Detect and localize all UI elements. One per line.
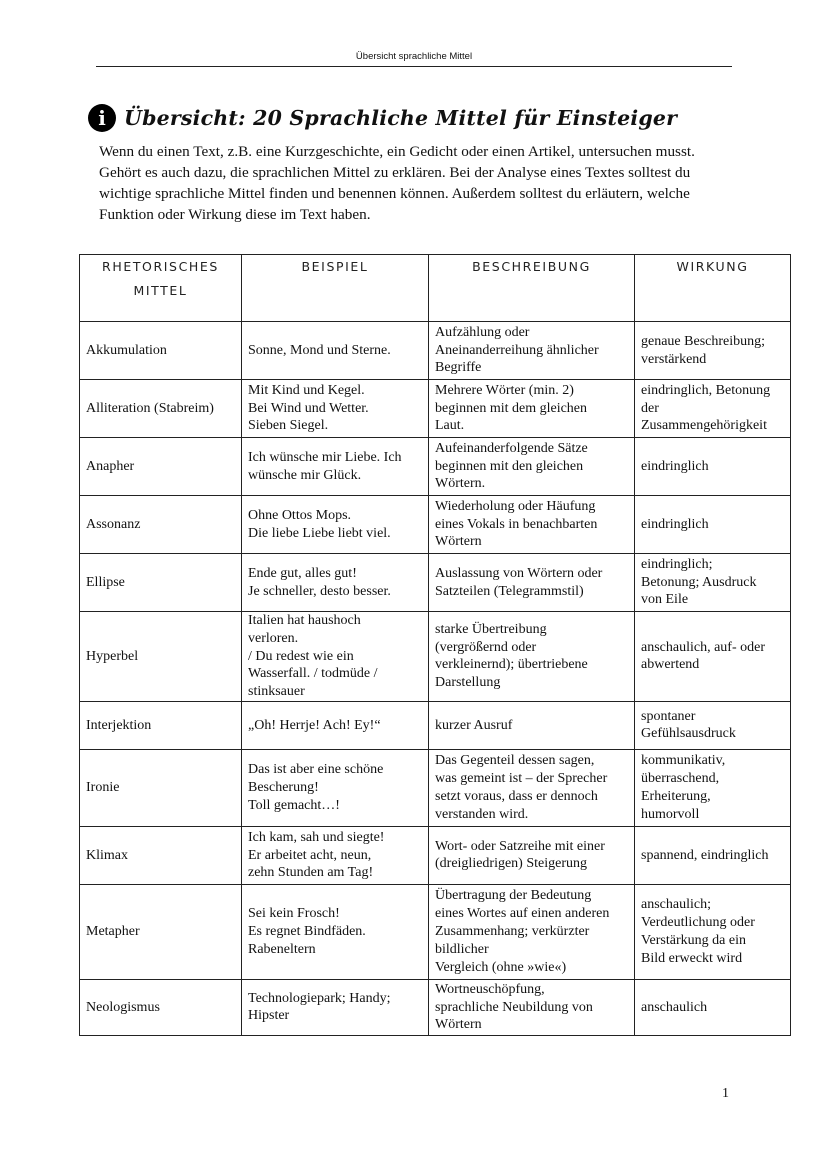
cell-effect-line: Bild erweckt wird [641, 950, 743, 966]
cell-description-line: Vergleich (ohne »wie«) [435, 959, 567, 975]
cell-example-line: Die liebe Liebe liebt viel. [248, 525, 391, 541]
cell-description [429, 701, 635, 749]
cell-example-line: Ohne Ottos Mops. [248, 507, 352, 523]
cell-description-line: eines Vokals in benachbarten [435, 516, 598, 532]
cell-example [242, 554, 429, 612]
cell-example-line: verloren. [248, 630, 299, 646]
cell-description [429, 322, 635, 380]
cell-description-line: bildlicher [435, 941, 489, 957]
cell-description-line: Darstellung [435, 675, 501, 691]
cell-description [429, 826, 635, 884]
cell-example-line: Technologiepark; Handy; [248, 990, 391, 1006]
term-note: (Stabreim) [150, 400, 214, 416]
cell-term [80, 496, 242, 554]
cell-effect-line: verstärkend [641, 351, 707, 367]
cell-description-line: setzt voraus, dass er dennoch [435, 788, 598, 804]
cell-description [429, 884, 635, 979]
cell-description-line: Satzteilen (Telegrammstil) [435, 583, 584, 599]
term-name: Hyperbel [86, 648, 139, 664]
cell-effect-line: anschaulich, auf- oder [641, 639, 765, 655]
cell-description-line: Zusammenhang; verkürzter [435, 924, 590, 940]
page-title: Übersicht: 20 Sprachliche Mittel für Einsteiger [124, 106, 678, 130]
cell-description-line: Wörtern [435, 534, 482, 550]
cell-effect-line: Verstärkung da ein [641, 932, 746, 948]
cell-example-line: stinksauer [248, 684, 305, 700]
header-example: BEISPIEL [242, 255, 429, 322]
cell-effect-line: Verdeutlichung oder [641, 915, 755, 931]
cell-effect-line: anschaulich; [641, 897, 711, 913]
cell-description-line: was gemeint ist – der Sprecher [435, 771, 608, 787]
header-rhetorical-device: RHETORISCHES MITTEL [80, 255, 242, 322]
title-row [88, 104, 677, 132]
cell-term [80, 979, 242, 1035]
cell-term [80, 701, 242, 749]
cell-description-line: Auslassung von Wörtern oder [435, 565, 603, 581]
cell-effect-line: anschaulich [641, 999, 708, 1015]
cell-description-line: Aufzählung oder [435, 324, 530, 340]
cell-effect [635, 701, 791, 749]
cell-example [242, 438, 429, 496]
running-header: Übersicht sprachliche Mittel [96, 50, 732, 67]
cell-example [242, 826, 429, 884]
cell-term [80, 749, 242, 826]
cell-effect-line: Zusammengehörigkeit [641, 418, 767, 434]
cell-description-line: Laut. [435, 418, 465, 434]
term-name: Akkumulation [86, 342, 167, 358]
cell-description-line: Aufeinanderfolgende Sätze [435, 440, 588, 456]
cell-term [80, 612, 242, 702]
term-name: Klimax [86, 847, 128, 863]
cell-example [242, 701, 429, 749]
cell-effect-line: eindringlich [641, 516, 709, 532]
cell-description-line: Wörtern. [435, 476, 486, 492]
cell-effect-line: eindringlich, Betonung [641, 382, 771, 398]
cell-example-line: Wasserfall. / todmüde / [248, 666, 378, 682]
cell-example-line: „Oh! Herrje! Ach! Ey!“ [248, 717, 381, 733]
cell-description-line: verkleinernd); übertriebene [435, 657, 588, 673]
cell-term [80, 884, 242, 979]
cell-effect-line: spontaner [641, 708, 696, 724]
table-row [80, 884, 791, 979]
cell-example [242, 979, 429, 1035]
cell-example [242, 496, 429, 554]
cell-example [242, 322, 429, 380]
cell-description-line: Wörtern [435, 1017, 482, 1033]
table-header-row [80, 255, 791, 322]
overview-table [79, 254, 791, 1036]
cell-description-line: Mehrere Wörter (min. 2) [435, 382, 574, 398]
cell-example-line: Es regnet Bindfäden. [248, 924, 366, 940]
cell-term [80, 380, 242, 438]
table-row [80, 749, 791, 826]
cell-example-line: Mit Kind und Kegel. [248, 382, 365, 398]
cell-description-line: eines Wortes auf einen anderen [435, 906, 610, 922]
cell-effect [635, 554, 791, 612]
cell-example-line: wünsche mir Glück. [248, 467, 362, 483]
cell-example-line: Sieben Siegel. [248, 418, 329, 434]
table-row [80, 701, 791, 749]
cell-description-line: Wiederholung oder Häufung [435, 498, 596, 514]
cell-term [80, 826, 242, 884]
term-name: Interjektion [86, 717, 152, 733]
cell-example [242, 884, 429, 979]
cell-example-line: zehn Stunden am Tag! [248, 865, 374, 881]
cell-description-line: (vergrößernd oder [435, 639, 537, 655]
cell-description-line: Wort- oder Satzreihe mit einer [435, 838, 605, 854]
cell-example-line: Hipster [248, 1008, 290, 1024]
cell-example-line: Rabeneltern [248, 941, 316, 957]
cell-example-line: Ende gut, alles gut! [248, 565, 357, 581]
term-name: Assonanz [86, 516, 141, 532]
cell-term [80, 438, 242, 496]
cell-description-line: Wortneuschöpfung, [435, 981, 545, 997]
table-row [80, 554, 791, 612]
cell-effect [635, 979, 791, 1035]
cell-effect [635, 826, 791, 884]
cell-effect [635, 438, 791, 496]
table-row [80, 438, 791, 496]
cell-description-line: beginnen mit dem gleichen [435, 400, 588, 416]
cell-effect [635, 380, 791, 438]
term-name: Anapher [86, 458, 135, 474]
cell-example-line: Ich wünsche mir Liebe. Ich [248, 449, 402, 465]
cell-example-line: Italien hat haushoch [248, 613, 361, 628]
cell-example-line: Ich kam, sah und siegte! [248, 829, 385, 845]
cell-effect [635, 884, 791, 979]
cell-effect [635, 612, 791, 702]
cell-effect [635, 496, 791, 554]
cell-example-line: Das ist aber eine schöne [248, 762, 384, 778]
cell-description-line: verstanden wird. [435, 806, 529, 822]
cell-description-line: Begriffe [435, 360, 482, 376]
term-name: Ellipse [86, 574, 125, 590]
page-number: 1 [722, 1086, 729, 1101]
cell-effect-line: eindringlich [641, 458, 709, 474]
cell-term [80, 322, 242, 380]
cell-example-line: Bei Wind und Wetter. [248, 400, 369, 416]
cell-description [429, 438, 635, 496]
cell-effect-line: Gefühlsausdruck [641, 726, 736, 742]
cell-description-line: Das Gegenteil dessen sagen, [435, 753, 595, 769]
cell-effect-line: überraschend, [641, 771, 720, 787]
info-icon: i [88, 104, 116, 132]
intro-paragraph: Wenn du einen Text, z.B. eine Kurzgeschichte, ein Gedicht oder einen Artikel, untersuchen musst. Gehört es auch dazu, die sprachlichen Mittel zu erklären. Bei der Analyse eines Textes solltest du wichtige sprachliche Mittel finden und benennen können. Außerdem solltest du erläutern, welche Funktion oder Wirkung diese im Text haben. [99, 143, 695, 223]
term-name: Alliteration [86, 400, 151, 416]
cell-example [242, 380, 429, 438]
table-row [80, 380, 791, 438]
cell-description [429, 749, 635, 826]
cell-description-line: (dreigliedrigen) Steigerung [435, 856, 588, 872]
term-name: Ironie [86, 780, 120, 796]
cell-effect-line: der [641, 400, 659, 416]
cell-description-line: kurzer Ausruf [435, 717, 513, 733]
cell-example-line: Toll gemacht…! [248, 797, 340, 813]
cell-example-line: Er arbeitet acht, neun, [248, 847, 372, 863]
cell-example-line: Sonne, Mond und Sterne. [248, 342, 391, 358]
cell-term [80, 554, 242, 612]
cell-effect-line: abwertend [641, 657, 700, 673]
cell-description-line: Übertragung der Bedeutung [435, 888, 592, 904]
cell-description-line: sprachliche Neubildung von [435, 999, 593, 1015]
table-row [80, 322, 791, 380]
cell-effect-line: Erheiterung, [641, 788, 711, 804]
term-name: Neologismus [86, 999, 160, 1015]
table-body [80, 322, 791, 1036]
cell-effect-line: kommunikativ, [641, 753, 726, 769]
cell-description [429, 496, 635, 554]
term-name: Metapher [86, 924, 140, 940]
cell-description [429, 380, 635, 438]
cell-effect-line: spannend, eindringlich [641, 847, 769, 863]
cell-effect-line: genaue Beschreibung; [641, 333, 766, 349]
cell-effect-line: eindringlich; [641, 556, 713, 572]
cell-description-line: beginnen mit den gleichen [435, 458, 584, 474]
header-description: BESCHREIBUNG [429, 255, 635, 322]
cell-effect [635, 322, 791, 380]
header-effect: WIRKUNG [635, 255, 791, 322]
cell-description [429, 554, 635, 612]
cell-effect-line: Betonung; Ausdruck [641, 574, 757, 590]
cell-example-line: / Du redest wie ein [248, 648, 354, 664]
cell-example [242, 612, 429, 702]
cell-example-line: Je schneller, desto besser. [248, 583, 391, 599]
cell-description-line: Aneinanderreihung ähnlicher [435, 342, 599, 358]
cell-description [429, 612, 635, 702]
cell-effect-line: humorvoll [641, 806, 700, 822]
table-row [80, 826, 791, 884]
cell-effect [635, 749, 791, 826]
cell-example-line: Sei kein Frosch! [248, 906, 340, 922]
cell-effect-line: von Eile [641, 592, 689, 608]
cell-description [429, 979, 635, 1035]
cell-description-line: starke Übertreibung [435, 621, 547, 637]
cell-example [242, 749, 429, 826]
cell-example-line: Bescherung! [248, 780, 319, 796]
table-row [80, 496, 791, 554]
table-row [80, 979, 791, 1035]
table-row [80, 612, 791, 702]
